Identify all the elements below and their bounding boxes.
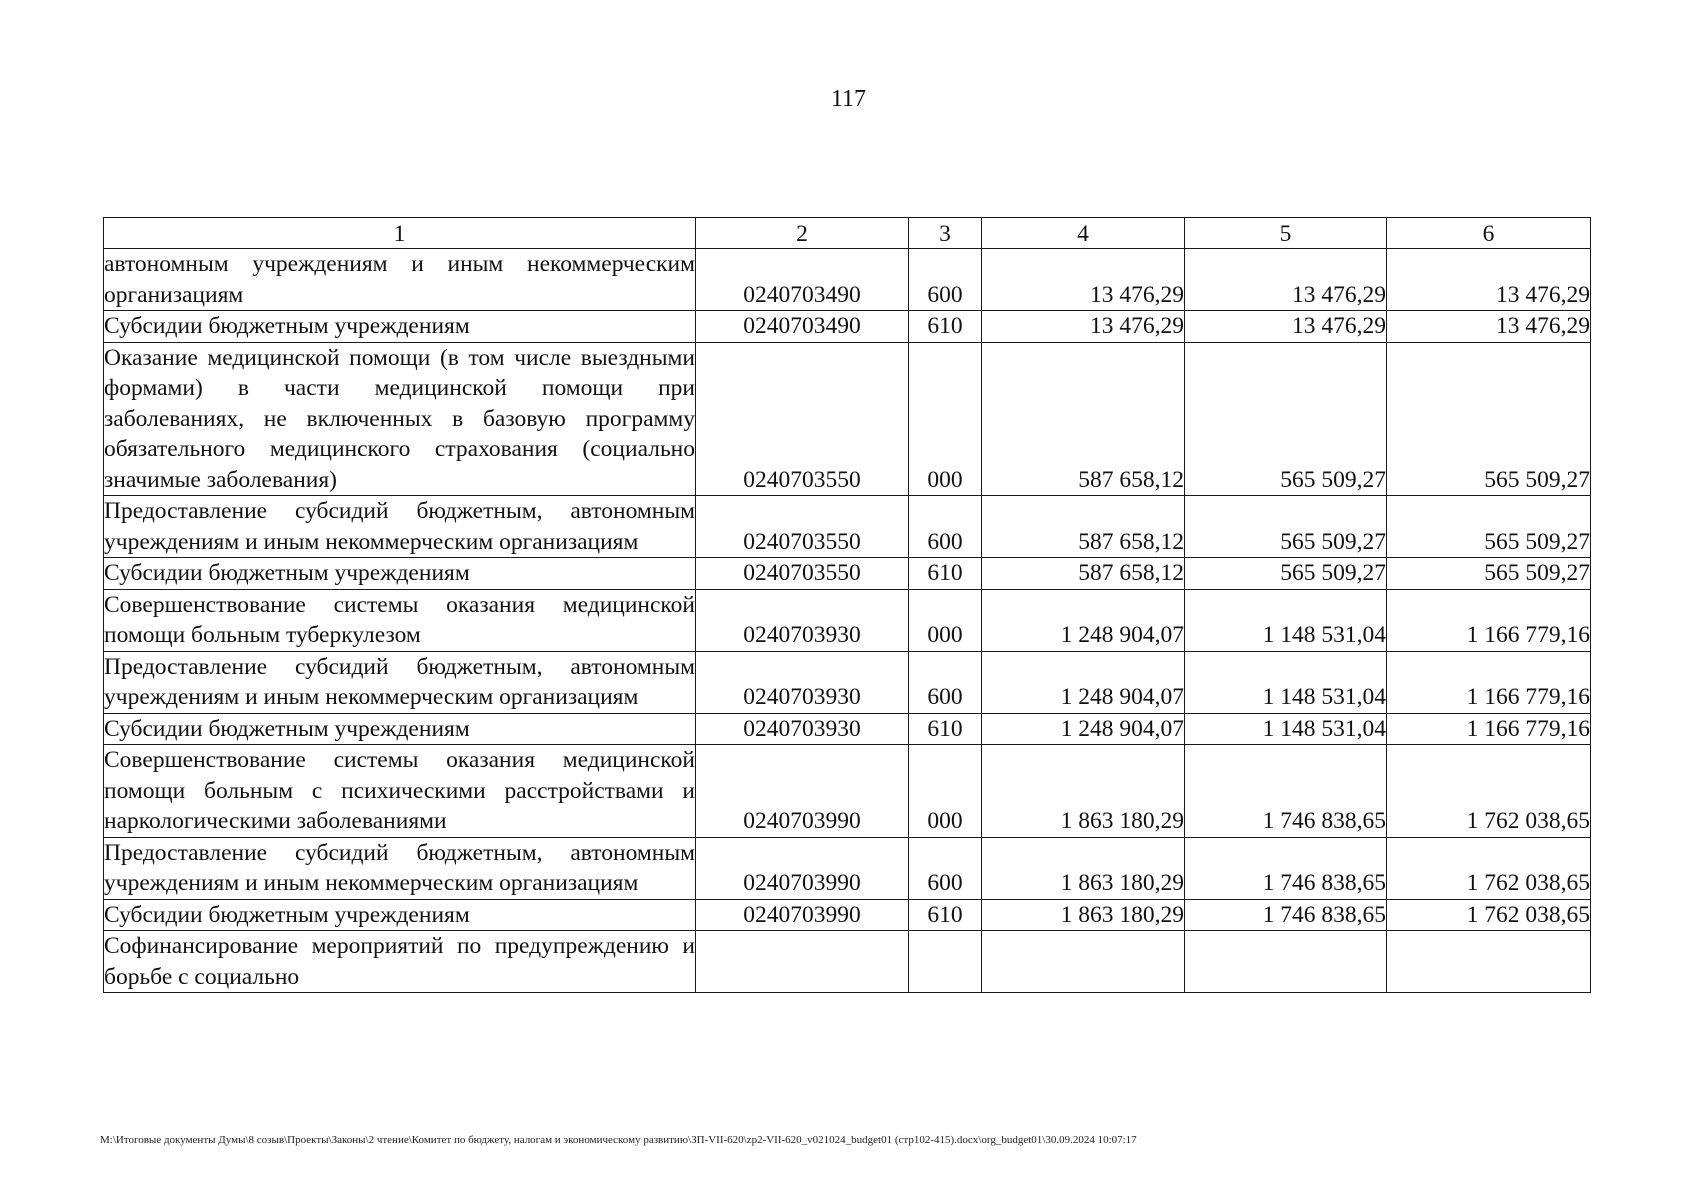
row-value-6: 1 166 779,16 [1387,589,1591,651]
row-value-4: 587 658,12 [982,342,1185,496]
row-value-5: 1 746 838,65 [1185,837,1387,899]
row-value-4: 1 863 180,29 [982,745,1185,838]
table-header-row [104,218,1591,249]
page-number: 117 [830,86,867,112]
row-value-4: 1 863 180,29 [982,837,1185,899]
table-row [104,249,1591,311]
table-row [104,311,1591,343]
header-col-5: 5 [1185,218,1387,249]
row-value-6: 565 509,27 [1387,342,1591,496]
table-row [104,713,1591,745]
row-value-6: 1 762 038,65 [1387,837,1591,899]
row-value-5: 565 509,27 [1185,496,1387,558]
header-col-2: 2 [696,218,909,249]
row-code: 0240703490 [696,311,909,343]
row-name: Субсидии бюджетным учреждениям [104,713,696,745]
row-value-5 [1185,931,1387,993]
row-name: автономным учреждениям и иным некоммерческим организациям [104,249,696,311]
row-value-6: 1 762 038,65 [1387,745,1591,838]
row-name: Субсидии бюджетным учреждениям [104,311,696,343]
row-value-4: 587 658,12 [982,496,1185,558]
row-code: 0240703490 [696,249,909,311]
row-value-6: 13 476,29 [1387,311,1591,343]
row-value-6: 13 476,29 [1387,249,1591,311]
row-name: Предоставление субсидий бюджетным, автономным учреждениям и иным некоммерческим организациям [104,496,696,558]
row-value-6: 565 509,27 [1387,496,1591,558]
table-row [104,931,1591,993]
row-value-6: 565 509,27 [1387,558,1591,590]
row-type: 610 [909,899,982,931]
header-col-4: 4 [982,218,1185,249]
table-row [104,651,1591,713]
row-value-5: 1 148 531,04 [1185,713,1387,745]
file-path-footer: M:\Итоговые документы Думы\8 созыв\Проекты\Законы\2 чтение\Комитет по бюджету, налогам и экономическому развитию\ЗП-VII-620\zp2-VII-620_v021024_budget01 (стр102-415).docx\org_budget01\30.09.2024 10:07:17 [100,1134,1137,1146]
row-value-5: 565 509,27 [1185,342,1387,496]
table-row [104,745,1591,838]
header-col-3: 3 [909,218,982,249]
row-name: Субсидии бюджетным учреждениям [104,558,696,590]
row-code: 0240703990 [696,899,909,931]
header-col-1: 1 [104,218,696,249]
row-value-4: 13 476,29 [982,249,1185,311]
row-name: Совершенствование системы оказания медицинской помощи больным с психическими расстройствами и наркологическими заболеваниями [104,745,696,838]
row-value-4: 587 658,12 [982,558,1185,590]
row-name: Софинансирование мероприятий по предупреждению и борьбе с социально [104,931,696,993]
header-col-6: 6 [1387,218,1591,249]
row-type: 600 [909,249,982,311]
table-row [104,589,1591,651]
row-code: 0240703930 [696,713,909,745]
row-value-4: 13 476,29 [982,311,1185,343]
row-code: 0240703990 [696,837,909,899]
row-value-5: 565 509,27 [1185,558,1387,590]
row-code [696,931,909,993]
row-value-5: 1 746 838,65 [1185,745,1387,838]
budget-table [103,217,1591,993]
row-type: 000 [909,342,982,496]
row-name: Предоставление субсидий бюджетным, автономным учреждениям и иным некоммерческим организациям [104,837,696,899]
row-type: 610 [909,558,982,590]
row-value-6: 1 166 779,16 [1387,713,1591,745]
row-value-4: 1 248 904,07 [982,589,1185,651]
table-row [104,837,1591,899]
row-value-5: 1 746 838,65 [1185,899,1387,931]
row-name: Совершенствование системы оказания медицинской помощи больным туберкулезом [104,589,696,651]
row-code: 0240703930 [696,589,909,651]
row-type: 600 [909,496,982,558]
row-code: 0240703550 [696,496,909,558]
row-code: 0240703990 [696,745,909,838]
row-name: Оказание медицинской помощи (в том числе выездными формами) в части медицинской помощи при заболеваниях, не включенных в базовую программу обязательного медицинского страхования (социально значимые заболевания) [104,342,696,496]
row-value-5: 1 148 531,04 [1185,589,1387,651]
table-row [104,342,1591,496]
row-value-5: 13 476,29 [1185,249,1387,311]
row-code: 0240703550 [696,342,909,496]
row-code: 0240703550 [696,558,909,590]
row-code: 0240703930 [696,651,909,713]
row-value-6 [1387,931,1591,993]
row-type: 000 [909,589,982,651]
row-type: 600 [909,651,982,713]
row-type [909,931,982,993]
row-name: Предоставление субсидий бюджетным, автономным учреждениям и иным некоммерческим организациям [104,651,696,713]
row-value-6: 1 166 779,16 [1387,651,1591,713]
row-type: 610 [909,311,982,343]
row-value-4: 1 248 904,07 [982,713,1185,745]
row-value-4: 1 863 180,29 [982,899,1185,931]
row-value-4 [982,931,1185,993]
row-value-4: 1 248 904,07 [982,651,1185,713]
row-value-5: 1 148 531,04 [1185,651,1387,713]
row-value-6: 1 762 038,65 [1387,899,1591,931]
row-type: 000 [909,745,982,838]
row-type: 600 [909,837,982,899]
table-row [104,899,1591,931]
row-type: 610 [909,713,982,745]
table-row [104,558,1591,590]
row-name: Субсидии бюджетным учреждениям [104,899,696,931]
row-value-5: 13 476,29 [1185,311,1387,343]
table-row [104,496,1591,558]
